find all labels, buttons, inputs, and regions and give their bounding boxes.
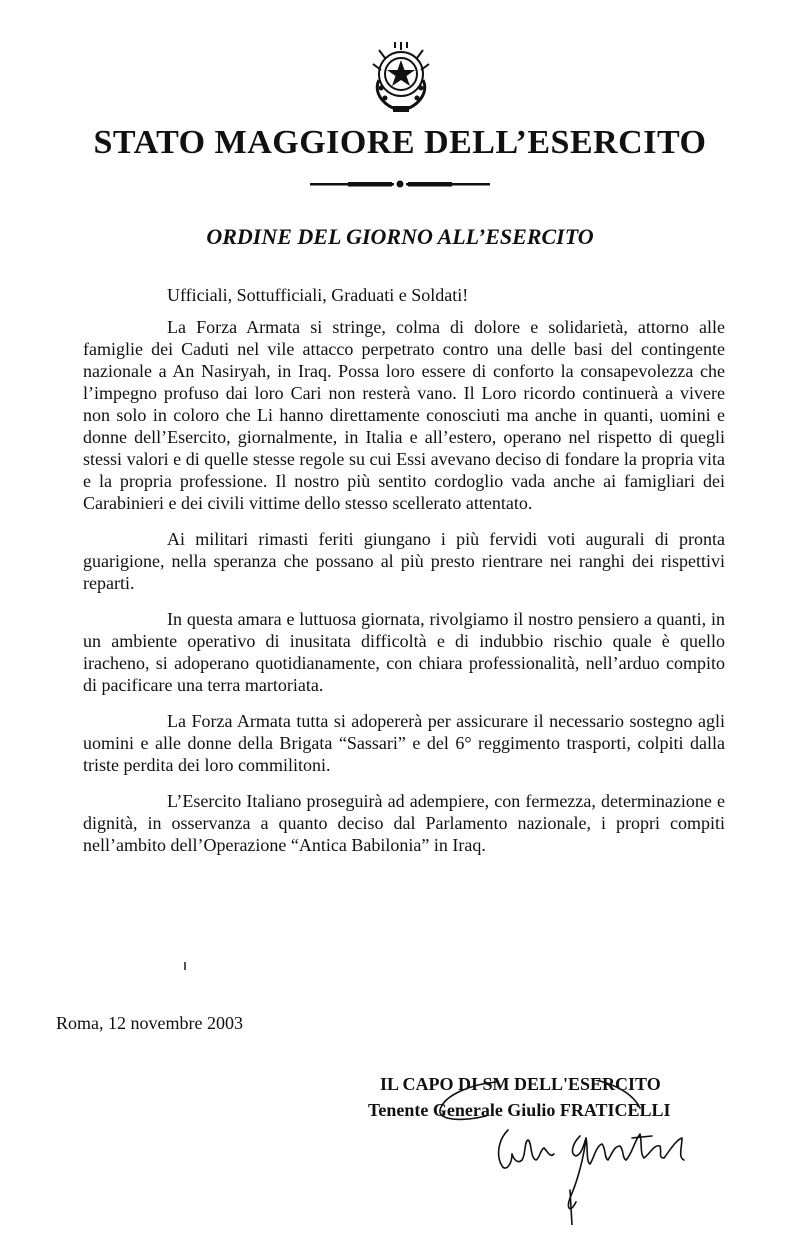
paragraph-4: La Forza Armata tutta si adopererà per assicurare il necessario sostegno agli uomini e alle donne della Brigata “Sassari” e del 6° reggimento trasporti, colpiti dalla triste perdita dei loro commilitoni. — [83, 711, 725, 775]
handwritten-signature-icon — [420, 1080, 710, 1225]
republic-emblem-icon — [365, 40, 437, 116]
signatory-title: IL CAPO DI SM DELL'ESERCITO — [380, 1074, 661, 1094]
paragraph-1: La Forza Armata si stringe, colma di dolore e solidarietà, attorno alle famiglie dei Caduti nel vile attacco perpetrato contro una delle basi del contingente nazionale a An Nasiryah, in Iraq. Possa loro essere di conforto la consapevolezza che l’impegno profuso dai loro Cari non resterà vano. Il Loro ricordo continuerà a vivere non solo in coloro che Li hanno direttamente conosciuti ma anche in quanti, uomini e donne dell’Esercito, giornalmente, in Italia e all’estero, operano nel rispetto di quegli stessi valori e di quelle stesse regole su cui Essi avevano deciso di fondare la propria vita e la propria professione. Il nostro più sentito cordoglio vada anche ai famigliari dei Carabinieri e dei civili vittime dello stesso scellerato attentato. — [83, 317, 725, 513]
organization-title: STATO MAGGIORE DELL’ESERCITO — [93, 124, 707, 161]
place-date: Roma, 12 novembre 2003 — [56, 1013, 243, 1033]
divider-ornament-icon — [308, 176, 492, 192]
document-body — [83, 284, 725, 870]
paragraph-2: Ai militari rimasti feriti giungano i più fervidi voti augurali di pronta guarigione, nella speranza che possano al più presto rientrare nei ranghi dei rispettivi reparti. — [83, 529, 725, 593]
paragraph-3: In questa amara e luttuosa giornata, rivolgiamo il nostro pensiero a quanti, in un ambiente operativo di inusitata difficoltà e di indubbio rischio quale è quello iracheno, si adoperano quotidianamente, con chiara professionalità, nell’arduo compito di pacificare una terra martoriata. — [83, 609, 725, 695]
order-title: ORDINE DEL GIORNO ALL’ESERCITO — [206, 224, 594, 249]
paragraph-5: L’Esercito Italiano proseguirà ad adempiere, con fermezza, determinazione e dignità, in osservanza a quanto deciso dal Parlamento nazionale, i propri compiti nell’ambito dell’Operazione “Antica Babilonia” in Iraq. — [83, 791, 725, 855]
salutation: Ufficiali, Sottufficiali, Graduati e Soldati! — [167, 285, 469, 305]
signatory-name: Tenente Generale Giulio FRATICELLI — [368, 1100, 671, 1120]
scan-mark — [184, 962, 186, 970]
